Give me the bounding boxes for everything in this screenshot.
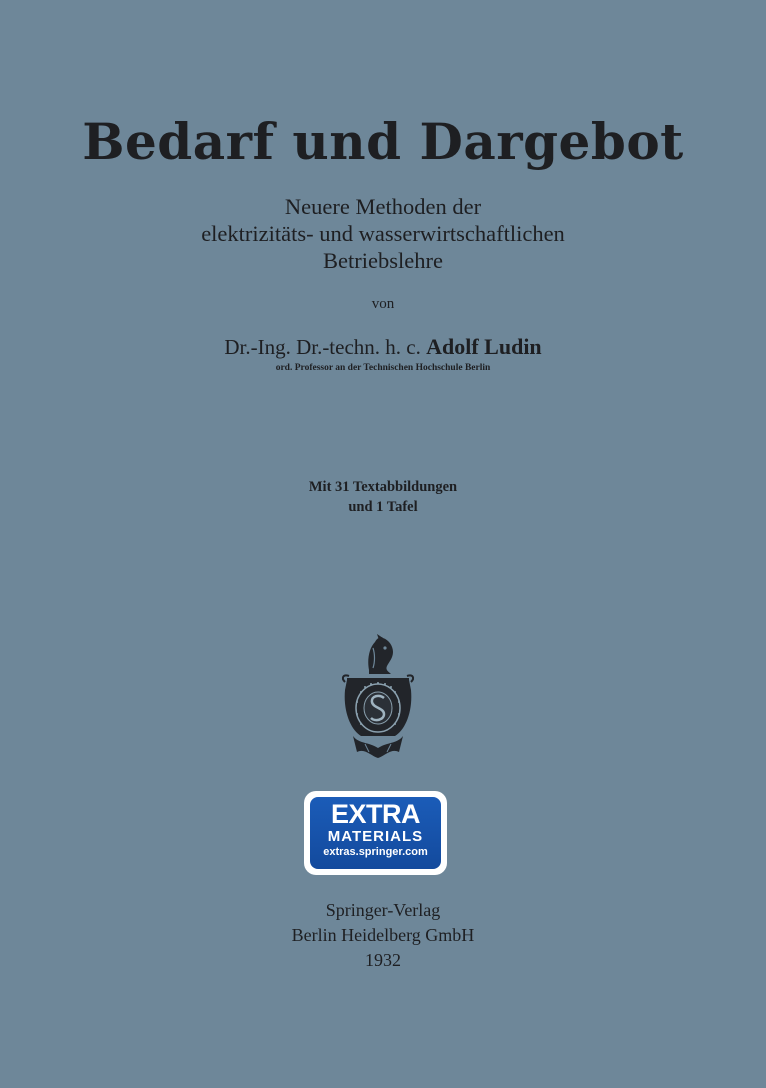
badge-inner [310,797,441,869]
publisher-name: Springer-Verlag [325,900,441,920]
author-line [0,334,766,360]
springer-knight-logo-icon [339,632,417,762]
badge-url-text: extras.springer.com [323,846,428,858]
author-name: Adolf Ludin [426,334,542,359]
subtitle-line: elektrizitäts- und wasserwirtschaftlichen [201,221,565,246]
subtitle-line: Neuere Methoden der [284,194,482,219]
author-titles: Dr.-Ing. Dr.-techn. h. c. [224,335,427,359]
extra-materials-badge[interactable] [304,791,447,875]
subtitle-line: Betriebslehre [323,248,443,273]
book-title: Bedarf und Dargebot [82,112,684,171]
badge-extra-text: EXTRA [330,799,420,829]
publication-year: 1932 [365,950,401,970]
publisher-block [0,898,766,973]
publisher-city: Berlin Heidelberg GmbH [291,925,475,945]
illustration-line: und 1 Tafel [348,499,418,515]
illustration-note [0,477,766,517]
illustration-line: Mit 31 Textabbildungen [308,479,458,495]
book-subtitle [0,193,766,274]
badge-materials-text: MATERIALS [327,828,424,845]
author-position: ord. Professor an der Technischen Hochschule Berlin [275,363,491,373]
by-label: von [371,296,395,312]
